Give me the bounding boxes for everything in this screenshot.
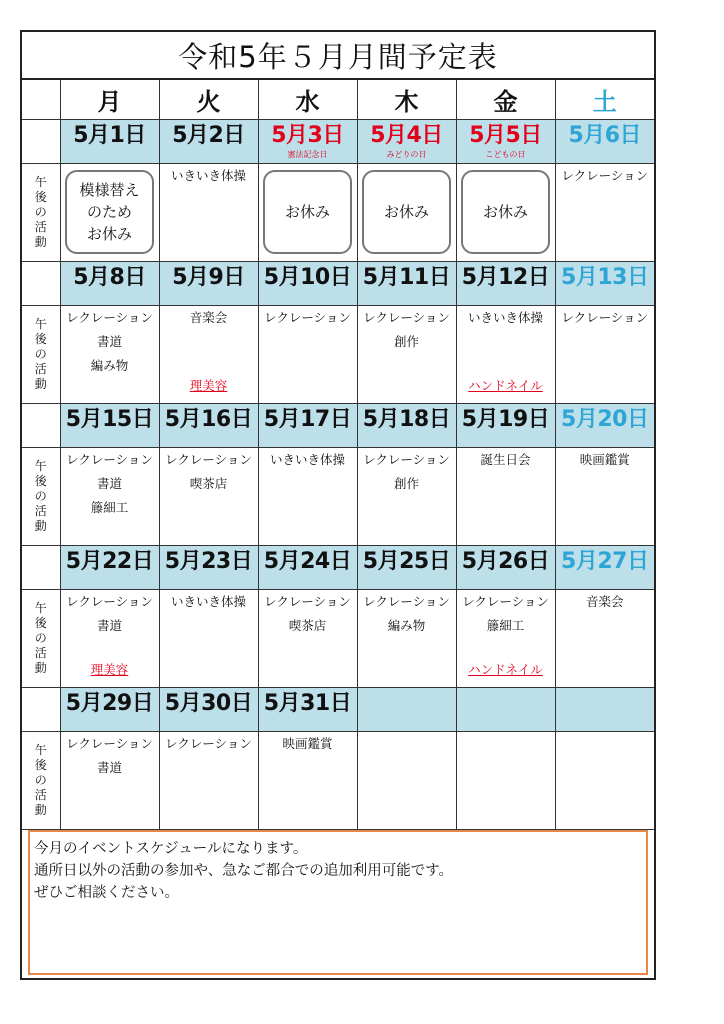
- activity-cell: [555, 731, 654, 829]
- holiday-name: みどりの日: [386, 149, 427, 159]
- activity-cell: [60, 731, 159, 829]
- activity-cell: [456, 731, 555, 829]
- date-row-side: [22, 545, 60, 589]
- activity-item: 創作: [393, 475, 419, 491]
- activity-gap: [457, 354, 555, 378]
- date-label: 5月6日: [568, 122, 642, 148]
- activity-row: [22, 731, 654, 829]
- activity-item: レクレーション: [363, 593, 450, 609]
- date-label: 5月16日: [164, 406, 253, 432]
- activity-row: [22, 163, 654, 261]
- activity-item: 籐細工: [90, 499, 129, 515]
- activity-item: レクレーション: [264, 593, 351, 609]
- weekday-header: 火: [159, 80, 258, 119]
- activity-cell: [60, 305, 159, 403]
- activity-row: [22, 447, 654, 545]
- date-cell: [258, 403, 357, 447]
- closed-notice-box: [362, 170, 451, 254]
- activity-item: 誕生日会: [480, 451, 531, 467]
- afternoon-activity-label: 午後の活動: [34, 174, 47, 249]
- date-cell: [60, 687, 159, 731]
- date-cell: [357, 261, 456, 305]
- activity-item: いきいき体操: [467, 309, 543, 325]
- date-cell: [60, 261, 159, 305]
- notes-line: 今月のイベントスケジュールになります。: [34, 841, 308, 857]
- activity-gap: [61, 638, 159, 662]
- activity-cell: [357, 589, 456, 687]
- activity-cell: [456, 589, 555, 687]
- activity-item: 書道: [96, 759, 122, 775]
- date-cell: [456, 119, 555, 163]
- activity-item: レクレーション: [66, 309, 153, 325]
- weekday-header: 木: [357, 80, 456, 119]
- date-label: 5月17日: [263, 406, 352, 432]
- afternoon-activity-label-cell: [22, 163, 60, 261]
- activity-cell: [258, 305, 357, 403]
- afternoon-activity-label-cell: [22, 589, 60, 687]
- date-cell: [456, 687, 555, 731]
- date-cell: [258, 545, 357, 589]
- weekday-header-row: [22, 80, 654, 119]
- special-service-note: ハンドネイル: [468, 377, 543, 393]
- activity-cell: [60, 447, 159, 545]
- activity-item: いきいき体操: [170, 593, 246, 609]
- afternoon-activity-label: 午後の活動: [34, 316, 47, 391]
- date-label: 5月24日: [263, 548, 352, 574]
- date-label: 5月25日: [362, 548, 451, 574]
- closed-notice-text: お休み: [284, 202, 330, 221]
- date-label: 5月4日: [370, 122, 443, 148]
- activity-cell: [456, 447, 555, 545]
- activity-cell: [258, 731, 357, 829]
- date-cell: [258, 261, 357, 305]
- date-row: [22, 687, 654, 731]
- activity-item: レクレーション: [561, 309, 649, 325]
- activity-item: 書道: [96, 333, 122, 349]
- afternoon-activity-label: 午後の活動: [34, 600, 47, 675]
- date-cell: [456, 545, 555, 589]
- date-label: 5月8日: [73, 264, 146, 290]
- date-row: [22, 261, 654, 305]
- activity-cell: [159, 305, 258, 403]
- closed-notice-text: お休み: [383, 202, 429, 221]
- activity-item: 喫茶店: [189, 475, 228, 491]
- activity-item: いきいき体操: [269, 451, 345, 467]
- activity-cell: [258, 163, 357, 261]
- date-row: [22, 403, 654, 447]
- activity-item: レクレーション: [66, 593, 153, 609]
- activity-cell: [456, 305, 555, 403]
- page-title: 令和5年５月月間予定表: [22, 32, 654, 80]
- date-label: 5月3日: [271, 122, 344, 148]
- activity-item: 書道: [96, 475, 122, 491]
- notes-box: [28, 830, 648, 975]
- date-label: 5月5日: [469, 122, 542, 148]
- date-row: [22, 119, 654, 163]
- afternoon-activity-label-cell: [22, 731, 60, 829]
- activity-cell: [555, 163, 654, 261]
- date-label: 5月22日: [65, 548, 154, 574]
- activity-cell: [159, 447, 258, 545]
- date-label: 5月20日: [561, 406, 649, 432]
- date-cell: [159, 403, 258, 447]
- date-row-side: [22, 403, 60, 447]
- date-label: 5月11日: [362, 264, 451, 290]
- holiday-name: こどもの日: [485, 149, 526, 159]
- closed-notice-box: [65, 170, 154, 254]
- activity-item: 映画鑑賞: [282, 735, 333, 751]
- date-cell: [159, 545, 258, 589]
- date-label: 5月9日: [172, 264, 245, 290]
- activity-item: 創作: [393, 333, 419, 349]
- date-label: 5月30日: [164, 690, 253, 716]
- activity-cell: [357, 305, 456, 403]
- activity-item: 籐細工: [486, 617, 525, 633]
- date-label: 5月12日: [461, 264, 550, 290]
- activity-cell: [357, 447, 456, 545]
- date-cell: [60, 545, 159, 589]
- date-label: 5月27日: [561, 548, 649, 574]
- special-service-note: 理美容: [189, 377, 228, 393]
- activity-item: レクレーション: [462, 593, 549, 609]
- date-label: 5月18日: [362, 406, 451, 432]
- date-cell: [159, 687, 258, 731]
- activity-item: 編み物: [90, 357, 129, 373]
- afternoon-activity-label: 午後の活動: [34, 742, 47, 817]
- activity-row: [22, 305, 654, 403]
- activity-cell: [357, 163, 456, 261]
- activity-item: 映画鑑賞: [579, 451, 630, 467]
- activity-item: 音楽会: [585, 593, 624, 609]
- notes-line: 通所日以外の活動の参加や、急なご都合での追加利用可能です。: [34, 863, 454, 879]
- weekday-header: 水: [258, 80, 357, 119]
- date-cell: [159, 261, 258, 305]
- activity-gap: [457, 638, 555, 662]
- activity-row: [22, 589, 654, 687]
- afternoon-activity-label-cell: [22, 305, 60, 403]
- activity-cell: [159, 589, 258, 687]
- date-cell: [555, 119, 654, 163]
- date-cell: [555, 545, 654, 589]
- date-label: 5月15日: [65, 406, 154, 432]
- weekday-header: 月: [60, 80, 159, 119]
- special-service-note: ハンドネイル: [468, 661, 543, 677]
- weekday-header: 金: [456, 80, 555, 119]
- activity-item: レクレーション: [66, 735, 153, 751]
- closed-notice-text: 模様替え: [79, 180, 140, 199]
- date-cell: [60, 119, 159, 163]
- activity-gap: [160, 330, 258, 354]
- activity-cell: [555, 305, 654, 403]
- corner-cell: [22, 80, 60, 119]
- holiday-name: 憲法記念日: [287, 149, 328, 159]
- activity-item: 喫茶店: [288, 617, 327, 633]
- activity-item: レクレーション: [165, 451, 252, 467]
- date-cell: [60, 403, 159, 447]
- activity-cell: [60, 589, 159, 687]
- activity-cell: [159, 163, 258, 261]
- date-label: 5月1日: [73, 122, 146, 148]
- activity-cell: [258, 447, 357, 545]
- activity-gap: [457, 330, 555, 354]
- date-cell: [357, 119, 456, 163]
- activity-cell: [555, 447, 654, 545]
- notes-line: ぜひご相談ください。: [34, 885, 179, 901]
- weekday-header: 土: [555, 80, 654, 119]
- activity-item: レクレーション: [561, 167, 649, 183]
- closed-notice-text: お休み: [482, 202, 528, 221]
- activity-cell: [60, 163, 159, 261]
- activity-item: レクレーション: [165, 735, 252, 751]
- closed-notice-box: [461, 170, 550, 254]
- date-label: 5月19日: [461, 406, 550, 432]
- date-label: 5月29日: [65, 690, 154, 716]
- date-row-side: [22, 119, 60, 163]
- closed-notice-text: のため: [86, 202, 132, 221]
- date-cell: [555, 261, 654, 305]
- date-cell: [258, 119, 357, 163]
- activity-cell: [159, 731, 258, 829]
- date-cell: [456, 403, 555, 447]
- closed-notice-text: お休み: [86, 224, 132, 243]
- date-label: 5月31日: [263, 690, 352, 716]
- afternoon-activity-label-cell: [22, 447, 60, 545]
- date-cell: [456, 261, 555, 305]
- activity-item: レクレーション: [66, 451, 153, 467]
- date-label: 5月2日: [172, 122, 245, 148]
- date-label: 5月13日: [561, 264, 649, 290]
- activity-item: レクレーション: [363, 451, 450, 467]
- date-cell: [555, 403, 654, 447]
- calendar-table: [22, 80, 654, 830]
- activity-item: 音楽会: [189, 309, 228, 325]
- date-cell: [258, 687, 357, 731]
- schedule-sheet: [20, 30, 656, 980]
- activity-item: レクレーション: [264, 309, 351, 325]
- date-row-side: [22, 687, 60, 731]
- activity-item: いきいき体操: [170, 167, 246, 183]
- date-cell: [357, 403, 456, 447]
- date-cell: [555, 687, 654, 731]
- activity-item: レクレーション: [363, 309, 450, 325]
- date-cell: [357, 687, 456, 731]
- activity-cell: [456, 163, 555, 261]
- date-row: [22, 545, 654, 589]
- date-label: 5月10日: [263, 264, 352, 290]
- activity-item: 編み物: [387, 617, 426, 633]
- date-row-side: [22, 261, 60, 305]
- date-cell: [357, 545, 456, 589]
- date-label: 5月23日: [164, 548, 253, 574]
- activity-cell: [357, 731, 456, 829]
- activity-item: 書道: [96, 617, 122, 633]
- activity-gap: [160, 354, 258, 378]
- date-label: 5月26日: [461, 548, 550, 574]
- date-cell: [159, 119, 258, 163]
- closed-notice-box: [263, 170, 352, 254]
- activity-cell: [258, 589, 357, 687]
- afternoon-activity-label: 午後の活動: [34, 458, 47, 533]
- activity-cell: [555, 589, 654, 687]
- special-service-note: 理美容: [90, 661, 129, 677]
